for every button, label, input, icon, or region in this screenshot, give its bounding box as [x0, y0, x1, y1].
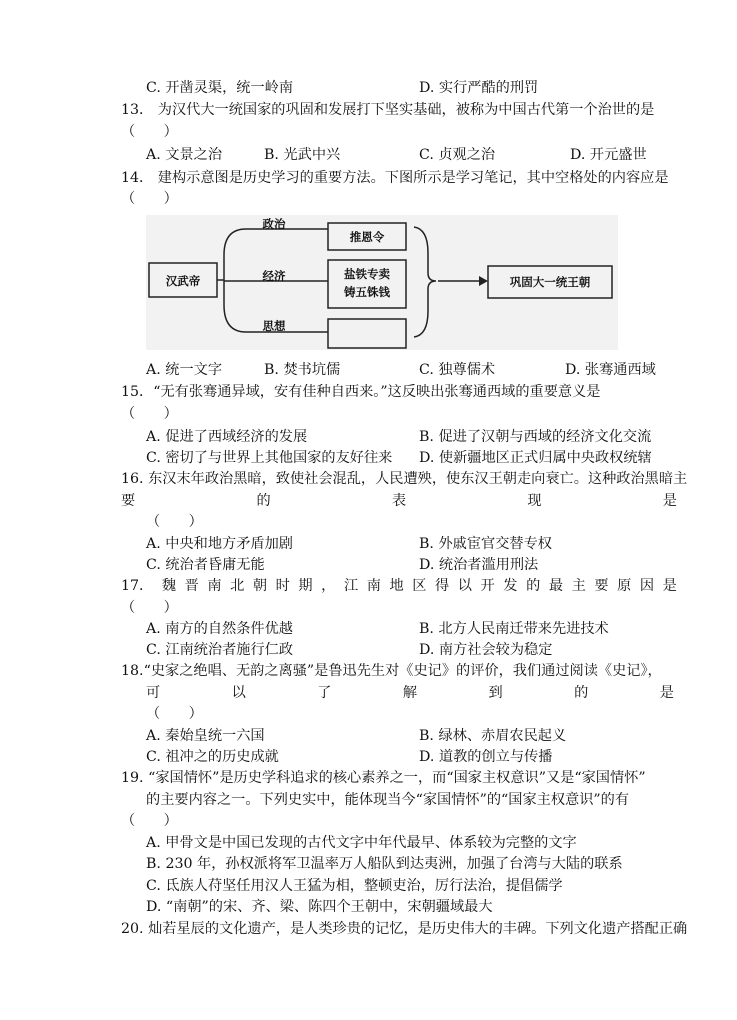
q14-stem: 14． 建构示意图是历史学习的重要方法。下图所示是学习笔记，其中空格处的内容应是: [121, 170, 669, 186]
q18-option-a: A. 秦始皇统一六国: [146, 728, 265, 744]
q17-option-c: C. 江南统治者施行仁政: [146, 642, 294, 658]
q17-word: 得: [435, 578, 450, 594]
q14-bracket: （ ）: [121, 191, 178, 207]
branch-label-politics: 政治: [262, 217, 286, 231]
q17-option-b: B. 北方人民南迁带来先进技术: [419, 621, 609, 637]
q14-option-c: C. 独尊儒术: [419, 362, 496, 378]
q17-word: 魏: [161, 578, 177, 594]
q19-stem-line2: 的主要内容之一。下列史实中，能体现当今“家国情怀”的“国家主权意识”的有: [146, 792, 630, 808]
concept-diagram: [146, 215, 618, 350]
q17-word: 主: [571, 578, 586, 594]
q17-word: 最: [548, 578, 564, 594]
q18-option-c: C. 祖冲之的历史成就: [146, 749, 279, 765]
q18-word: 是: [659, 685, 674, 701]
q17-word: 开: [480, 578, 495, 594]
q14-option-b: B. 焚书坑儒: [264, 362, 341, 378]
q16-stem: 16. 东汉末年政治黑暗，致使社会混乱，人民遭殃，使东汉王朝走向衰亡。这种政治黑暗主: [121, 471, 688, 487]
q17-word: 区: [412, 578, 427, 594]
q15-option-b: B. 促进了汉朝与西域的经济文化交流: [419, 429, 652, 445]
q17-word: 是: [662, 578, 677, 594]
q17-option-a: A. 南方的自然条件优越: [146, 621, 293, 637]
politics-box-text: 推恩令: [349, 230, 385, 244]
q18-option-d: D. 道教的创立与传播: [419, 749, 553, 765]
economy-box-text-2: 铸五铢钱: [344, 285, 390, 299]
q15-option-d: D. 使新疆地区正式归属中央政权统辖: [419, 450, 652, 466]
q19-option-a: A. 甲骨文是中国已发现的古代文字中年代最早、体系较为完整的文字: [146, 835, 577, 851]
q17-word: ，: [321, 578, 336, 594]
q16-word: 现: [527, 493, 542, 509]
q17-word: 17．: [121, 578, 154, 594]
q19-option-b: B. 230 年，孙权派将军卫温率万人船队到达夷洲，加强了台湾与大陆的联系: [146, 856, 623, 872]
q20-stem: 20. 灿若星辰的文化遗产，是人类珍贵的记忆，是历史伟大的丰碑。下列文化遗产搭配正确: [121, 921, 688, 937]
q17-word: 南: [366, 578, 381, 594]
q18-word: 到: [488, 685, 503, 701]
q12-option-c: C. 开凿灵渠，统一岭南: [146, 80, 294, 96]
q16-word: 是: [662, 493, 677, 509]
q15-bracket: （ ）: [121, 406, 178, 422]
branch-label-thought: 思想: [262, 319, 286, 333]
q18-option-b: B. 绿林、赤眉农民起义: [419, 728, 567, 744]
q17-word: 原: [617, 578, 632, 594]
root-label: 汉武帝: [165, 274, 201, 288]
q17-word: 南: [207, 578, 222, 594]
q12-option-d: D. 实行严酷的刑罚: [419, 80, 539, 96]
q16-word: 表: [391, 493, 407, 509]
q15-option-c: C. 密切了与世界上其他国家的友好往来: [146, 450, 393, 466]
q17-word: 地: [389, 578, 404, 594]
q19-option-c: C. 氐族人苻坚任用汉人王猛为相，整顿吏治，厉行法治，提倡儒学: [146, 878, 563, 894]
q16-word: 要: [121, 493, 136, 509]
q16-option-d: D. 统治者滥用刑法: [419, 557, 539, 573]
q18-word: 解: [402, 685, 418, 701]
q17-word: 晋: [184, 578, 199, 594]
q17-word: 朝: [252, 578, 268, 594]
q17-option-d: D. 南方社会较为稳定: [419, 642, 553, 658]
q13-bracket: （ ）: [121, 124, 178, 140]
q17-word: 江: [343, 578, 359, 594]
q16-option-a: A. 中央和地方矛盾加剧: [146, 536, 293, 552]
q16-option-c: C. 统治者昏庸无能: [146, 557, 265, 573]
economy-box-text-1: 盐铁专卖: [344, 267, 390, 281]
q17-word: 发: [503, 578, 518, 594]
q17-word: 期: [298, 578, 313, 594]
q19-bracket: （ ）: [121, 813, 178, 829]
q18-word: 了: [317, 685, 332, 701]
q17-word: 以: [457, 578, 472, 594]
q13-stem: 13． 为汉代大一统国家的巩固和发展打下坚实基础，被称为中国古代第一个治世的是: [121, 102, 655, 118]
branch-label-economy: 经济: [262, 269, 286, 283]
q17-stem: [121, 577, 677, 595]
q17-word: 因: [639, 578, 655, 594]
q13-option-a: A. 文景之治: [146, 147, 223, 163]
q13-option-b: B. 光武中兴: [264, 147, 341, 163]
q18-stem: 18.“史家之绝唱、无韵之离骚”是鲁迅先生对《史记》的评价，我们通过阅读《史记》，: [121, 663, 662, 679]
q19-stem: 19. “家国情怀”是历史学科追求的核心素养之一，而“国家主权意识”又是“家国情怀”: [121, 770, 646, 786]
q16-option-b: B. 外戚宦官交替专权: [419, 536, 552, 552]
q15-option-a: A. 促进了西域经济的发展: [146, 429, 308, 445]
q14-option-d: D. 张骞通西域: [565, 362, 656, 378]
q13-option-d: D. 开元盛世: [570, 147, 647, 163]
q18-word: 以: [231, 685, 246, 701]
q17-word: 时: [275, 578, 290, 594]
q17-word: 北: [230, 578, 245, 594]
q16-word: 的: [256, 493, 271, 509]
q18-word: 的: [574, 685, 589, 701]
q15-stem: 15．“无有张骞通异域，安有佳种自西来。”这反映出张骞通西域的重要意义是: [121, 384, 601, 400]
arrow-head: [479, 276, 488, 286]
q19-option-d: D. “南朝”的宋、齐、梁、陈四个王朝中，宋朝疆域最大: [146, 899, 493, 915]
q13-option-c: C. 贞观之治: [419, 147, 496, 163]
q16-bracket: （ ）: [146, 514, 203, 530]
q17-bracket: （ ）: [121, 600, 178, 616]
result-box-text: 巩固大一统王朝: [509, 275, 591, 289]
thought-box: [328, 319, 406, 348]
right-brace: [414, 227, 436, 337]
q18-word: 可: [146, 685, 161, 701]
q16-stem-line2: [121, 492, 677, 510]
q18-stem-line2: [146, 684, 674, 702]
q14-option-a: A. 统一文字: [146, 362, 223, 378]
q17-word: 的: [526, 578, 541, 594]
q17-word: 要: [594, 578, 609, 594]
q18-bracket: （ ）: [146, 706, 203, 722]
